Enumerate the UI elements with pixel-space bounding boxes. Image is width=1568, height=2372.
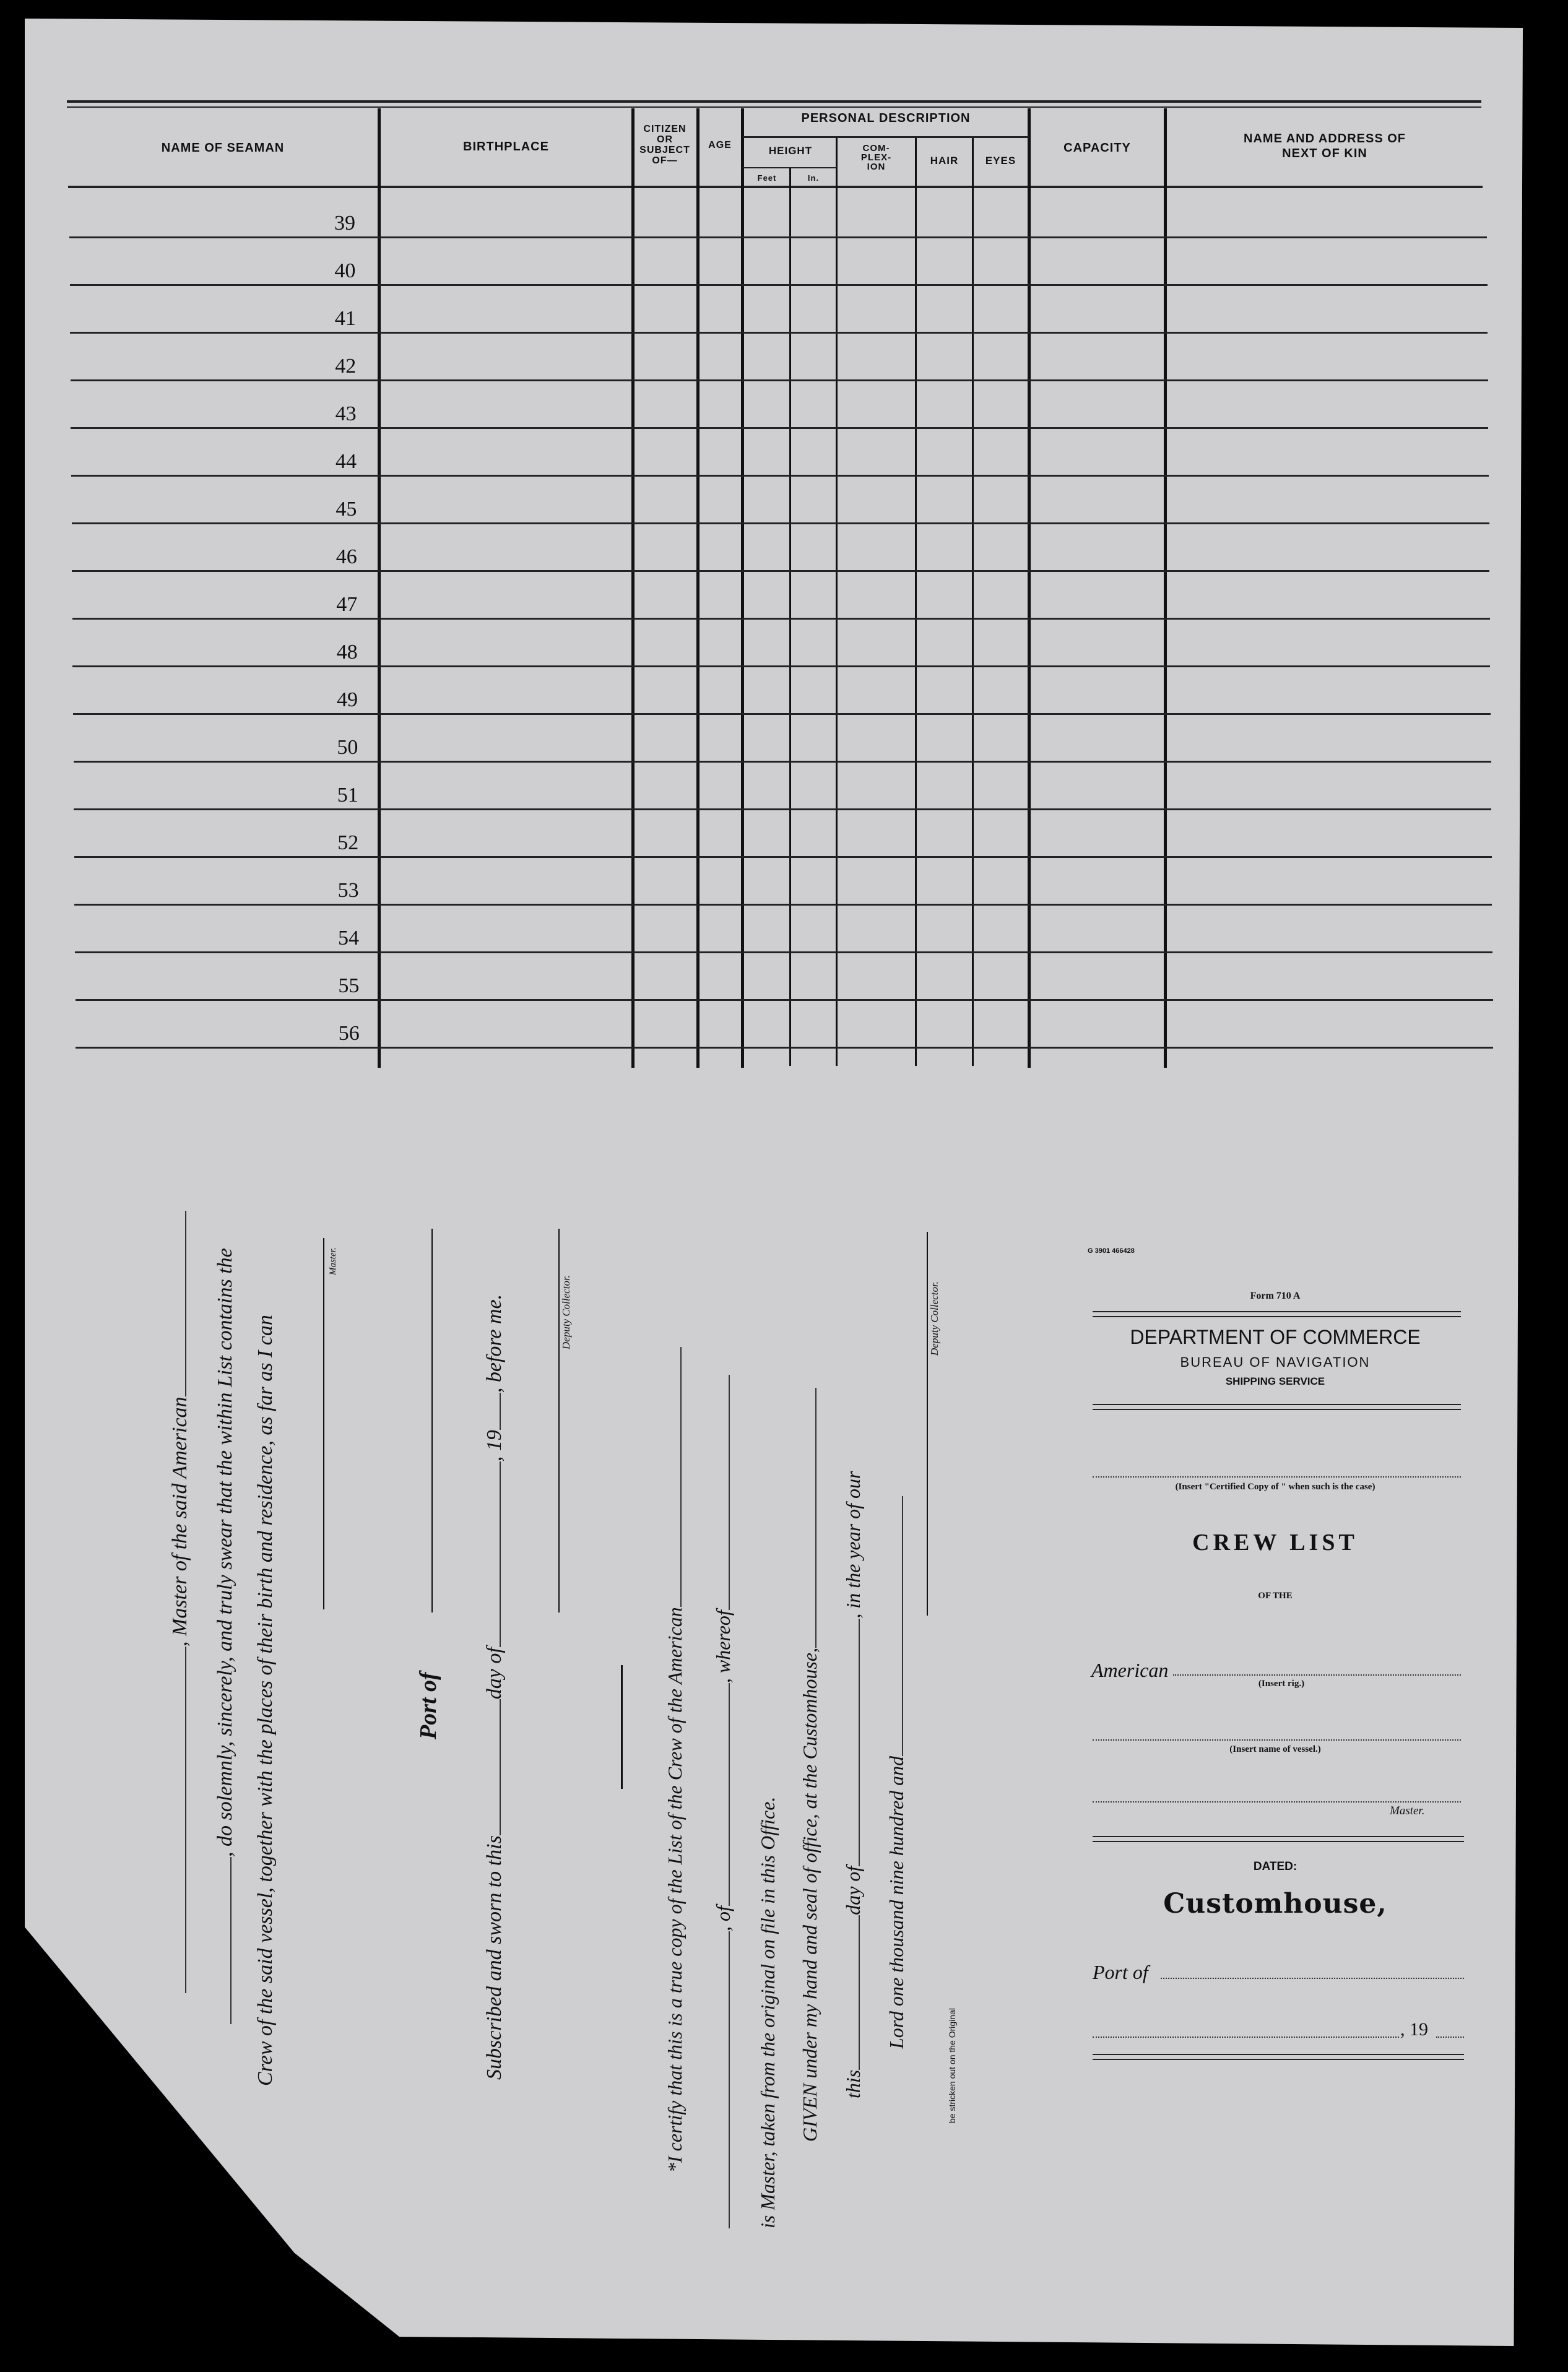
footnote: be stricken out on the Original [947,2008,957,2123]
table-row [72,665,1490,667]
cover-rule [1093,1836,1464,1837]
height-sub-rule [743,167,837,168]
table-row [70,284,1488,286]
col-line [378,108,381,1068]
year-label: , 19 [1400,2019,1428,2040]
row-number: 39 [334,212,355,235]
oath-line-3: Crew of the said vessel, together with the places of their birth and residence, as far as I can [254,1315,277,2086]
header-complexion: COM- PLEX- ION [860,143,892,172]
row-number: 56 [338,1022,360,1045]
table-row [74,856,1492,858]
cover-rule [1093,1316,1461,1317]
col-line [741,108,744,1068]
of-the-label: OF THE [1258,1591,1293,1601]
dated-label: DATED: [1253,1860,1297,1873]
certify-line-5: Lord one thousand nine hundred and [885,1496,908,2049]
header-next-of-kin: NAME AND ADDRESS OF NEXT OF KIN [1244,132,1406,160]
cover-rule [1093,1409,1461,1410]
insert-copy-note: (Insert "Certified Copy of " when such is the case) [1175,1482,1375,1492]
port-of-label: Port of [415,1672,441,1739]
row-number: 53 [337,879,359,902]
col-line [631,108,635,1068]
port-of-line [431,1229,433,1612]
table-row [72,618,1490,620]
col-line [789,168,791,1066]
row-number: 45 [336,498,357,521]
port-line [1161,1978,1464,1979]
header-hair: HAIR [930,155,959,167]
service-title: SHIPPING SERVICE [1225,1375,1325,1387]
header-bottom-rule [68,186,1483,188]
oath-line-2: , do solemnly, sincerely, and truly swear that the within List contains the [214,1248,237,2024]
row-number: 52 [337,831,359,854]
row-number: 44 [336,450,357,473]
table-row [69,236,1487,238]
row-number: 43 [335,402,357,425]
row-number: 48 [336,641,358,664]
header-eyes: EYES [985,155,1016,167]
personal-sub-rule [743,136,1029,138]
col-line [972,137,974,1066]
deputy-signature-line [558,1229,560,1612]
header-citizen: CITIZEN OR SUBJECT OF— [639,124,690,166]
col-line [696,108,700,1068]
col-line [1164,108,1167,1068]
oath-line-1: , Master of the said American [168,1211,192,1993]
table-row [73,713,1491,715]
insert-name-note: (Insert name of vessel.) [1229,1744,1321,1754]
american-label: American [1091,1659,1169,1681]
certify-line-4: thisday of, in the year of our [842,1471,864,2098]
customhouse-label: Customhouse, [1163,1888,1387,1920]
header-birthplace: BIRTHPLACE [463,140,549,154]
col-line [915,137,917,1066]
table-top-rule [67,100,1481,103]
rig-line [1173,1674,1461,1676]
year-line [1436,2037,1464,2038]
certify-line-2: is Master, taken from the original on file in this Office. [756,1796,779,2228]
insert-rig-note: (Insert rig.) [1258,1679,1305,1689]
row-number: 46 [336,545,357,568]
date-line [1093,2037,1399,2038]
header-height: HEIGHT [768,145,813,157]
row-number: 55 [338,974,360,997]
crew-list-title: CREW LIST [1192,1530,1358,1556]
row-number: 51 [337,784,358,807]
table-row [76,1047,1493,1049]
row-number: 42 [335,355,357,378]
table-row [71,379,1488,381]
header-inches: In. [807,173,820,183]
header-personal-description: PERSONAL DESCRIPTION [801,111,971,125]
header-age: AGE [708,140,732,150]
cover-rule [1093,1841,1464,1842]
row-number: 41 [334,307,356,330]
certify-line-3: GIVEN under my hand and seal of office, at the Customhouse, [799,1388,821,2142]
print-code: G 3901 466428 [1088,1247,1135,1255]
master-label: Master. [328,1247,338,1275]
col-line [836,137,838,1066]
cover-rule [1093,2054,1464,2055]
insert-copy-line [1093,1476,1461,1478]
col-line [1028,108,1031,1068]
bureau-title: BUREAU OF NAVIGATION [1180,1354,1371,1370]
header-feet: Feet [757,173,777,183]
department-title: DEPARTMENT OF COMMERCE [1130,1326,1421,1348]
certify-deputy-label: Deputy Collector. [929,1281,940,1356]
master-signature-line [323,1238,324,1609]
master-name-line [1093,1801,1461,1803]
deputy-collector-label: Deputy Collector. [560,1275,572,1349]
row-number: 47 [336,593,358,616]
table-row [70,332,1488,334]
cover-master-label: Master. [1390,1804,1425,1817]
certify-line-1b: , of, whereof [712,1375,735,2228]
certify-deputy-line [927,1232,928,1616]
table-top-rule-2 [67,106,1481,108]
header-capacity: CAPACITY [1063,141,1131,155]
table-row [74,904,1492,906]
table-row [71,427,1488,429]
table-row [72,522,1489,524]
cover-rule [1093,1311,1461,1312]
header-name-of-seaman: NAME OF SEAMAN [161,141,285,155]
vessel-name-line [1093,1739,1461,1741]
table-row [74,808,1491,810]
table-row [74,761,1491,763]
table-row [71,475,1489,477]
form-number: Form 710 A [1250,1291,1301,1301]
row-number: 40 [334,259,356,282]
row-number: 50 [337,736,358,759]
certify-line-1: *I certify that this is a true copy of the List of the Crew of the American [664,1347,687,2173]
table-row [76,999,1493,1001]
row-number: 54 [338,927,359,950]
subscribed-line: Subscribed and sworn to thisday of, 19, before me. [483,1294,506,2080]
cover-rule [1093,1404,1461,1405]
row-number: 49 [337,688,358,711]
cover-rule [1093,2059,1464,2060]
table-row [75,951,1492,953]
table-row [72,570,1489,572]
section-divider [621,1665,623,1789]
port-of-cover-label: Port of [1093,1961,1148,1983]
